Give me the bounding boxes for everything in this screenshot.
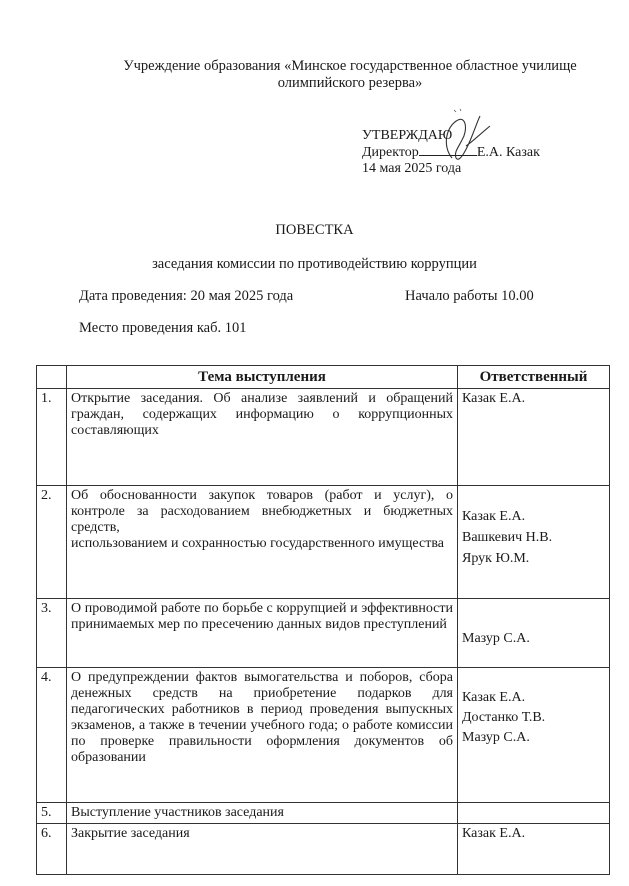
row-topic: Закрытие заседания	[67, 824, 458, 875]
row-responsible	[458, 486, 610, 599]
header-responsible: Ответственный	[458, 366, 610, 389]
table-header-row	[37, 366, 610, 389]
responsible-person: Достанко Т.В.	[462, 710, 546, 725]
institution-name	[100, 58, 600, 92]
row-number: 1.	[37, 389, 67, 486]
agenda-table	[36, 365, 610, 875]
table-row	[37, 668, 610, 803]
row-number: 3.	[37, 599, 67, 668]
director-name: Е.А. Казак	[476, 145, 540, 160]
responsible-person: Мазур С.А.	[462, 631, 530, 646]
row-number: 4.	[37, 668, 67, 803]
responsible-person: Казак Е.А.	[462, 391, 526, 406]
table-row	[37, 486, 610, 599]
row-responsible	[458, 824, 610, 875]
row-responsible	[458, 803, 610, 824]
row-topic: О проводимой работе по борьбе с коррупцией и эффективности принимаемых мер по пресечению данных видов преступлений	[67, 599, 458, 668]
approval-title: УТВЕРЖДАЮ	[362, 128, 453, 143]
responsible-person: Вашкевич Н.В.	[462, 530, 553, 545]
responsible-person: Казак Е.А.	[462, 826, 526, 841]
table-row	[37, 803, 610, 824]
meeting-date: Дата проведения: 20 мая 2025 года	[79, 288, 294, 304]
director-line	[362, 144, 540, 161]
row-topic: Открытие заседания. Об анализе заявлений и обращений граждан, содержащих информацию о коррупционных составляющих	[67, 389, 458, 486]
table-row	[37, 824, 610, 875]
institution-line-1: Учреждение образования «Минское государственное областное училище	[123, 58, 577, 74]
approval-date: 14 мая 2025 года	[362, 161, 462, 176]
row-number: 6.	[37, 824, 67, 875]
row-topic-extra: использованием и сохранностью государственного имущества	[71, 536, 444, 551]
responsible-person: Казак Е.А.	[462, 690, 526, 705]
row-responsible	[458, 599, 610, 668]
responsible-person: Ярук Ю.М.	[462, 551, 530, 566]
row-responsible	[458, 389, 610, 486]
row-topic-main: Об обоснованности закупок товаров (работ и услуг), о контроле за расходованием внебюджетных и бюджетных средств,	[71, 488, 453, 535]
row-number: 5.	[37, 803, 67, 824]
responsible-person: Казак Е.А.	[462, 509, 526, 524]
responsible-person: Мазур С.А.	[462, 730, 530, 745]
table-row	[37, 389, 610, 486]
director-label: Директор	[362, 145, 419, 160]
document-subtitle: заседания комиссии по противодействию коррупции	[152, 256, 477, 272]
meeting-start: Начало работы 10.00	[405, 288, 534, 304]
row-responsible	[458, 668, 610, 803]
header-num	[37, 366, 67, 389]
row-number: 2.	[37, 486, 67, 599]
table-row	[37, 599, 610, 668]
meeting-place: Место проведения каб. 101	[79, 320, 247, 336]
approval-block	[362, 128, 540, 177]
row-topic: Выступление участников заседания	[67, 803, 458, 824]
signature-line	[419, 144, 477, 156]
header-topic: Тема выступления	[67, 366, 458, 389]
document-title: ПОВЕСТКА	[275, 222, 354, 238]
row-topic: О предупреждении фактов вымогательства и поборов, сбора денежных средств на приобретение подарков для педагогических работников в период проведения выпускных экзаменов, а также в течении учебного года; о работе комиссии по проверке правильности оформления документов об образовании	[67, 668, 458, 803]
institution-line-2: олимпийского резерва»	[277, 75, 423, 91]
row-topic	[67, 486, 458, 599]
